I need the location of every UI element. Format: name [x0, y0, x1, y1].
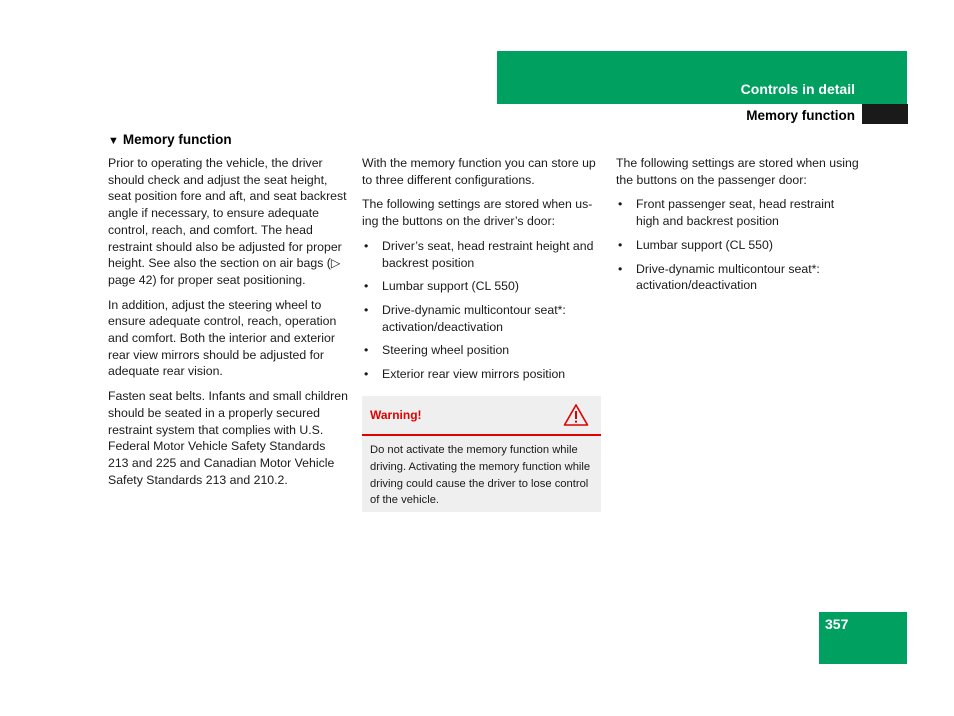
chapter-tab-marker [862, 104, 908, 124]
paragraph: Fasten seat belts. Infants and small children should be seated in a properly secured restraint system that complies with U.S. Federal Motor Vehicle Safety Standards 213 and 225 and Canadian Motor Vehicle Safety Standards 213 and 210.2. [108, 389, 348, 487]
list-item-text: Drive-dynamic multicontour seat*: activation/deactivation [382, 302, 566, 334]
list-item-text: Exterior rear view mirrors position [382, 367, 566, 382]
paragraph: In addition, adjust the steering wheel to ensure adequate control, reach, operation and comfort. Both the interior and exterior rear view mirrors should be adjusted for adequate rear vision. [108, 297, 337, 379]
list-item-text: Lumbar support (CL 550) [636, 237, 773, 252]
warning-triangle-icon [563, 403, 589, 427]
list-item [616, 196, 860, 229]
bullet: • [364, 238, 369, 253]
column-3 [616, 155, 860, 301]
warning-box [362, 396, 601, 512]
list-item-text: Drive-dynamic multicontour seat*: activation/deactivation [636, 261, 820, 293]
list-item-text: Driver’s seat, head restraint height and backrest position [382, 238, 594, 270]
list-item [616, 261, 860, 294]
list-item [362, 278, 602, 295]
header-band [497, 51, 907, 104]
page-number: 357 [825, 616, 849, 632]
warning-text: Do not activate the memory function while driving. Activating the memory function while driving could cause the driver to lose control of the vehicle. [370, 444, 591, 507]
column-1 [108, 155, 348, 496]
section-subtitle: Memory function [746, 108, 855, 123]
paragraph: The following settings are stored when using the buttons on the passenger door: [616, 156, 859, 187]
warning-header [362, 396, 601, 436]
bullet: • [618, 237, 623, 252]
bullet: • [364, 279, 369, 294]
section-heading-text: Memory function [122, 132, 232, 147]
heading-triangle-icon: ▼ [108, 135, 119, 147]
warning-title: Warning! [370, 408, 422, 422]
list-item [362, 238, 602, 271]
driver-door-settings-list [362, 238, 602, 383]
list-item [362, 302, 602, 335]
bullet: • [364, 343, 369, 358]
bullet: • [618, 261, 623, 276]
column-2 [362, 155, 602, 390]
list-item-text: Lumbar support (CL 550) [382, 279, 519, 294]
list-item-text: Steering wheel position [382, 343, 510, 358]
bullet: • [364, 302, 369, 317]
section-heading [108, 132, 232, 147]
paragraph: Prior to operating the vehicle, the driver should check and adjust the seat height, seat position fore and aft, and seat backrest angle if necessary, to ensure adequate control, reach, and comfort. The head restraint should also be adjusted for proper height. See also the section on air bags (▷ page 42) for proper seat positioning. [108, 156, 347, 287]
list-item [362, 366, 602, 383]
passenger-door-settings-list [616, 196, 860, 294]
bullet: • [364, 367, 369, 382]
paragraph: With the memory function you can store up to three different configurations. [362, 156, 596, 187]
paragraph: The following settings are stored when using the buttons on the driver’s door: [362, 197, 593, 229]
list-item [616, 237, 860, 254]
bullet: • [618, 197, 623, 212]
list-item [362, 342, 602, 359]
list-item-text: Front passenger seat, head restraint high and backrest position [636, 197, 835, 229]
chapter-title: Controls in detail [740, 81, 855, 97]
page-number-box [819, 612, 907, 664]
